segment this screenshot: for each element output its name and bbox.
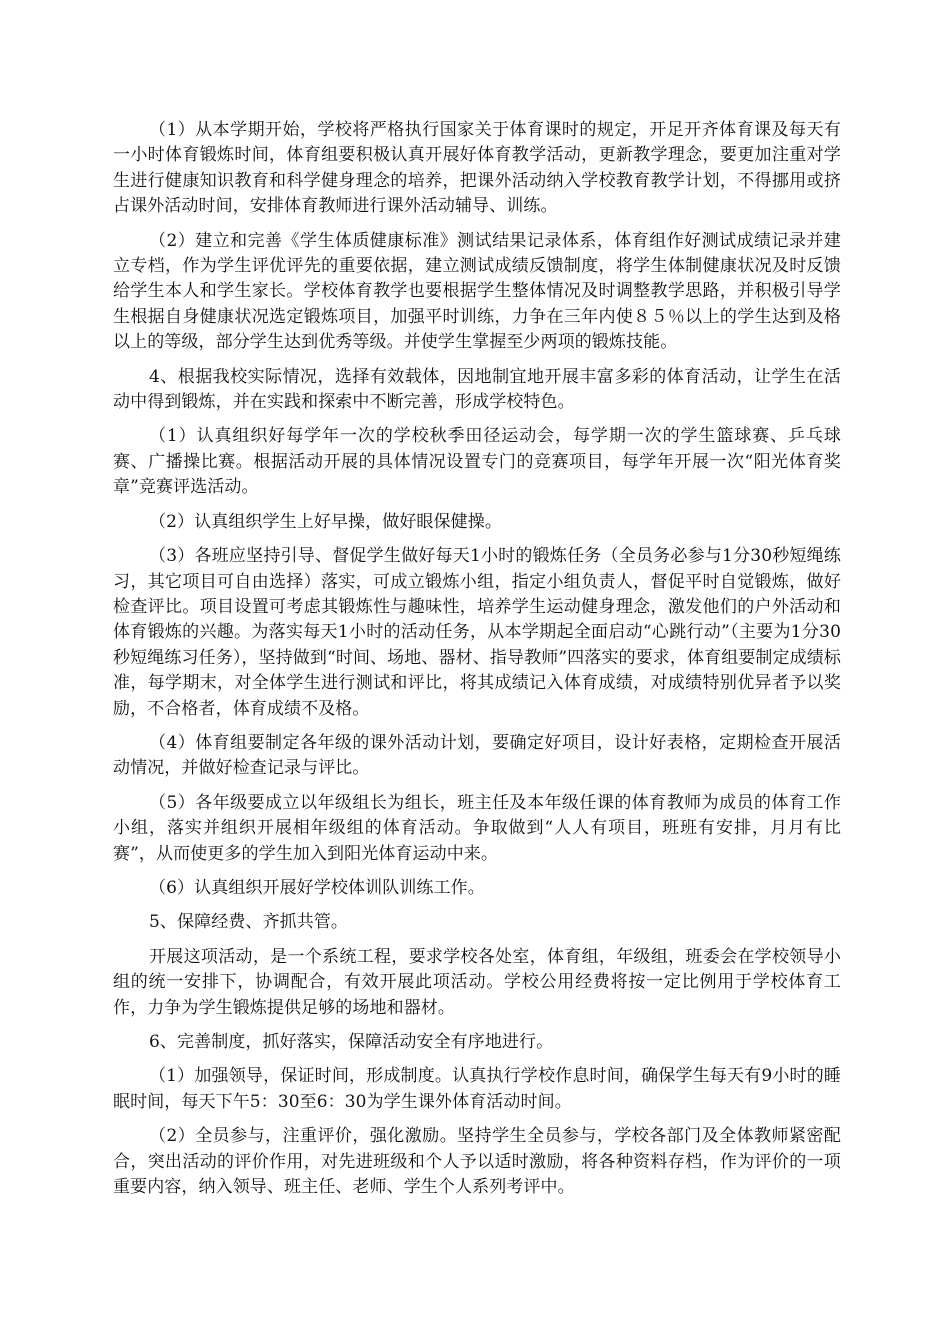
paragraph-fitness-standard-records: （2）建立和完善《学生体质健康标准》测试结果记录体系，体育组作好测试成绩记录并建立专档，作为学生评优评先的重要依据，建立测试成绩反馈制度，将学生体制健康状况及时反馈给学生本人和学生家长。学校体育教学也要根据学生整体情况及时调整教学思路，并积极引导学生根据自身健康状况选定锻炼项目，加强平时训练，力争在三年内使８５％以上的学生达到及格以上的等级，部分学生达到优秀等级。并使学生掌握至少两项的锻炼技能。: [113, 230, 841, 353]
paragraph-leadership-time: （1）加强领导，保证时间，形成制度。认真执行学校作息时间，确保学生每天有9小时的睡眠时间，每天下午5：30至6：30为学生课外体育活动时间。: [113, 1066, 841, 1112]
paragraph-pe-class-hours: （1）从本学期开始，学校将严格执行国家关于体育课时的规定，开足开齐体育课及每天有一小时体育锻炼时间，体育组要积极认真开展好体育教学活动，更新教学理念，要更加注重对学生进行健康知识教育和科学健身理念的培养，把课外活动纳入学校教育教学计划，不得挪用或挤占课外活动时间，安排体育教师进行课外活动辅导、训练。: [113, 120, 841, 217]
paragraph-morning-exercise: （2）认真组织学生上好早操，做好眼保健操。: [149, 511, 502, 532]
paragraph-section-6-heading: 6、完善制度，抓好落实，保障活动安全有序地进行。: [149, 1032, 554, 1052]
paragraph-funding: 开展这项活动，是一个系统工程，要求学校各处室，体育组，年级组，班委会在学校领导小组的统一安排下，协调配合，有效开展此项活动。学校公用经费将按一定比例用于学校体育工作，力争为学生锻炼提供足够的场地和器材。: [113, 946, 841, 1018]
paragraph-activity-plan: （4）体育组要制定各年级的课外活动计划，要确定好项目，设计好表格，定期检查开展活动情况，并做好检查记录与评比。: [113, 732, 841, 779]
paragraph-evaluation-incentive: （2）全员参与，注重评价，强化激励。坚持学生全员参与，学校各部门及全体教师紧密配合，突出活动的评价作用，对先进班级和个人予以适时激励，将各种资料存档，作为评价的一项重要内容，纳入领导、班主任、老师、学生个人系列考评中。: [113, 1126, 841, 1198]
paragraph-sports-meet: （1）认真组织好每学年一次的学校秋季田径运动会，每学期一次的学生篮球赛、乒乓球赛、广播操比赛。根据活动开展的具体情况设置专门的竞赛项目，每学年开展一次“阳光体育奖章”竞赛评选活动。: [113, 426, 841, 498]
document-page: [113, 118, 841, 1209]
paragraph-section-5-heading: 5、保障经费、齐抓共管。: [149, 912, 349, 933]
paragraph-daily-one-hour: （3）各班应坚持引导、督促学生做好每天1小时的锻炼任务（全员务必参与1分30秒短绳练习，其它项目可自由选择）落实，可成立锻炼小组，指定小组负责人，督促平时自觉锻炼，做好检查评比。项目设置可考虑其锻炼性与趣味性，培养学生运动健身理念，激发他们的户外活动和体育锻炼的兴趣。为落实每天1小时的活动任务，从本学期起全面启动“心跳行动”（主要为1分30秒短绳练习任务），坚持做到“时间、场地、器材、指导教师”四落实的要求，体育组要制定成绩标准，每学期末，对全体学生进行测试和评比，将其成绩记入体育成绩，对成绩特别优异者予以奖励，不合格者，体育成绩不及格。: [113, 546, 841, 719]
paragraph-grade-working-group: （5）各年级要成立以年级组长为组长，班主任及本年级任课的体育教师为成员的体育工作小组，落实并组织开展相年级组的体育活动。争取做到“人人有项目，班班有安排，月月有比赛”，从而使更多的学生加入到阳光体育运动中来。: [113, 792, 841, 864]
paragraph-training-team: （6）认真组织开展好学校体训队训练工作。: [149, 877, 485, 898]
paragraph-section-4-heading: 4、根据我校实际情况，选择有效载体，因地制宜地开展丰富多彩的体育活动，让学生在活动中得到锻炼，并在实践和探索中不断完善，形成学校特色。: [113, 366, 841, 413]
